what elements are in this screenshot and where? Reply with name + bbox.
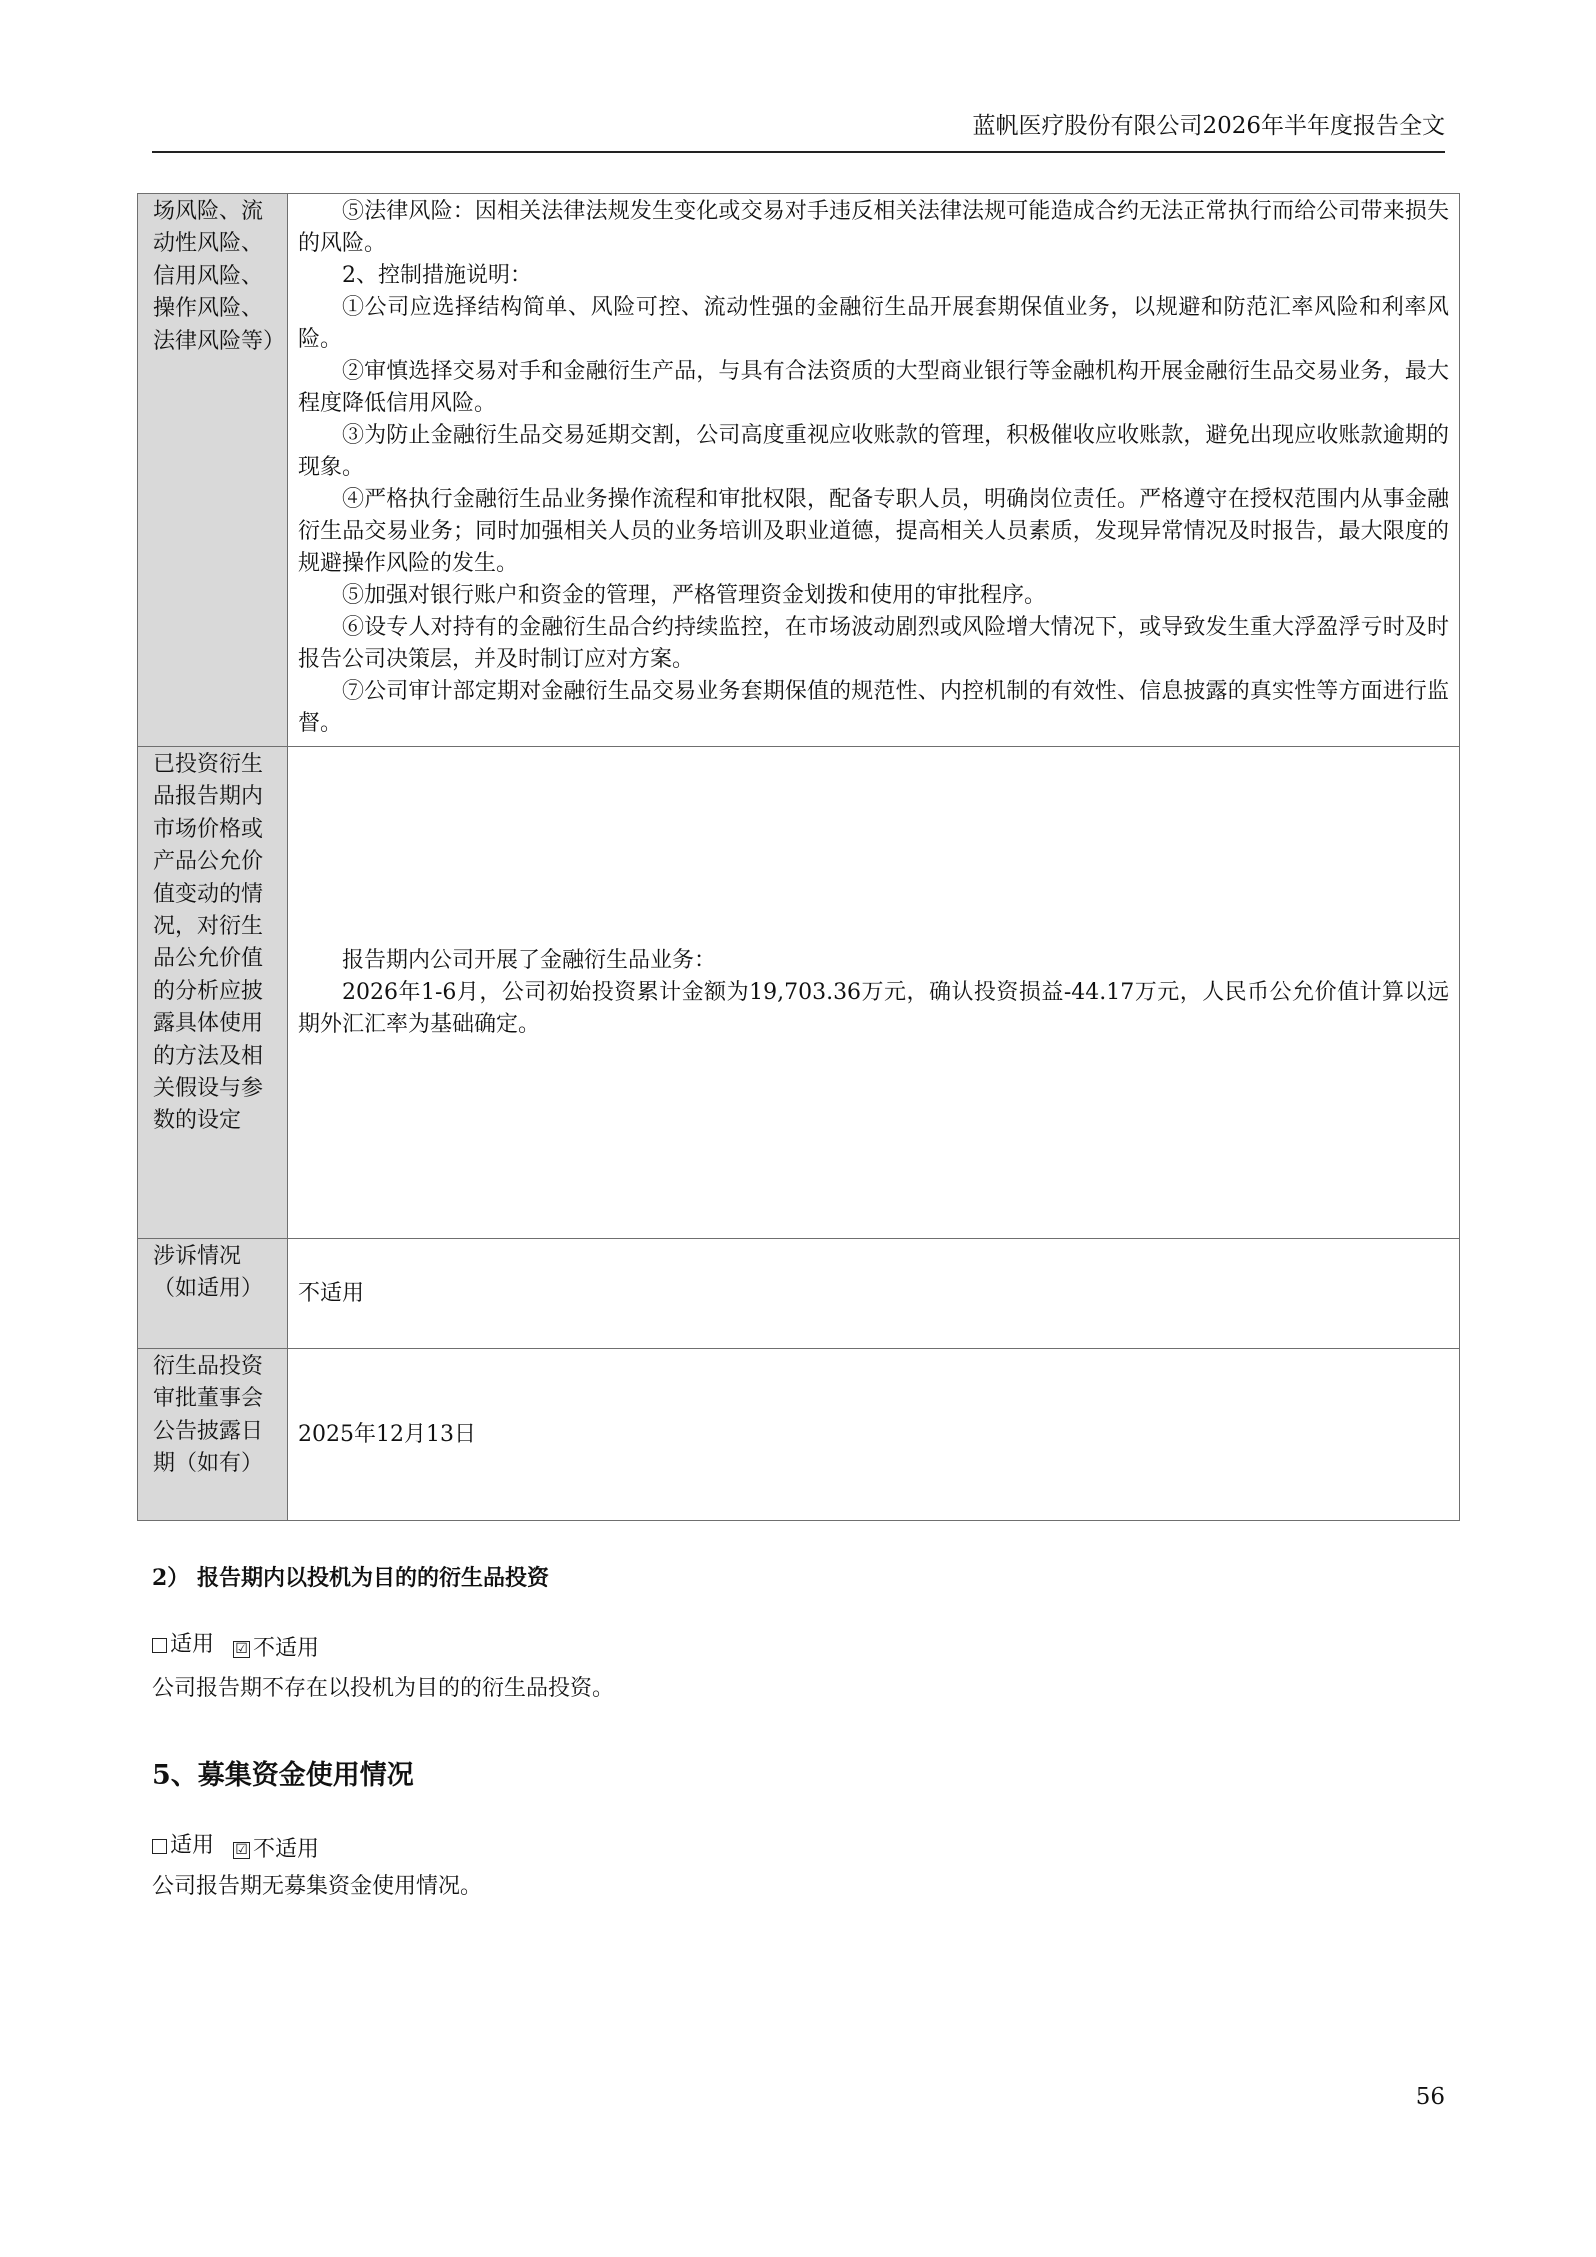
- paragraph: ⑥设专人对持有的金融衍生品合约持续监控，在市场波动剧烈或风险增大情况下，或导致发生重大浮盈浮亏时及时报告公司决策层，并及时制订应对方案。: [298, 615, 1449, 672]
- paragraph: 2、控制措施说明：: [342, 263, 532, 288]
- table-row: [138, 747, 1460, 1239]
- page-header: 蓝帆医疗股份有限公司2026年半年度报告全文: [972, 113, 1445, 139]
- paragraph: ③为防止金融衍生品交易延期交割，公司高度重视应收账款的管理，积极催收应收账款，避免出现应收账款逾期的现象。: [298, 423, 1449, 480]
- row-label: 衍生品投资审批董事会公告披露日期（如有）: [138, 1349, 288, 1521]
- paragraph: ②审慎选择交易对手和金融衍生产品，与具有合法资质的大型商业银行等金融机构开展金融衍生品交易业务，最大程度降低信用风险。: [298, 359, 1449, 416]
- row-content: [288, 747, 1460, 1239]
- row-content: [288, 194, 1460, 747]
- paragraph: 2026年1-6月，公司初始投资累计金额为19,703.36万元，确认投资损益-44.17万元，人民币公允价值计算以远期外汇汇率为基础确定。: [298, 979, 1449, 1037]
- applicability-options: [152, 1629, 319, 1665]
- table-row: [138, 1239, 1460, 1349]
- unchecked-checkbox-icon: [152, 1638, 167, 1653]
- paragraph: ⑤加强对银行账户和资金的管理，严格管理资金划拨和使用的审批程序。: [342, 583, 1047, 608]
- statement-text: 公司报告期无募集资金使用情况。: [152, 1874, 483, 1899]
- paragraph: ⑦公司审计部定期对金融衍生品交易业务套期保值的规范性、内控机制的有效性、信息披露的真实性等方面进行监督。: [298, 679, 1449, 736]
- row-label: 涉诉情况（如适用）: [138, 1239, 288, 1349]
- paragraph: ①公司应选择结构简单、风险可控、流动性强的金融衍生品开展套期保值业务，以规避和防范汇率风险和利率风险。: [298, 295, 1449, 352]
- applicability-options: [152, 1830, 319, 1866]
- unchecked-checkbox-icon: [152, 1839, 167, 1854]
- table-row: [138, 194, 1460, 747]
- row-label: 已投资衍生品报告期内市场价格或产品公允价值变动的情况，对衍生品公允价值的分析应披露具体使用的方法及相关假设与参数的设定: [138, 747, 288, 1239]
- subsection-heading: 2） 报告期内以投机为目的的衍生品投资: [152, 1565, 549, 1591]
- option-applicable-label: 适用: [170, 1632, 215, 1657]
- derivative-disclosure-table: [137, 193, 1460, 1521]
- section-heading: 5、募集资金使用情况: [152, 1760, 414, 1791]
- statement-text: 公司报告期不存在以投机为目的的衍生品投资。: [152, 1676, 615, 1701]
- option-not-applicable-label: 不适用: [253, 1837, 320, 1862]
- paragraph: ④严格执行金融衍生品业务操作流程和审批权限，配备专职人员，明确岗位责任。严格遵守在授权范围内从事金融衍生品交易业务；同时加强相关人员的业务培训及职业道德，提高相关人员素质，发现异常情况及时报告，最大限度的规避操作风险的发生。: [298, 487, 1449, 576]
- row-content: [288, 1239, 1460, 1349]
- table-row: [138, 1349, 1460, 1521]
- checked-checkbox-icon: ☑: [233, 1641, 250, 1658]
- option-not-applicable-label: 不适用: [253, 1636, 320, 1661]
- option-applicable-label: 适用: [170, 1833, 215, 1858]
- paragraph: ⑤法律风险：因相关法律法规发生变化或交易对手违反相关法律法规可能造成合约无法正常执行而给公司带来损失的风险。: [298, 199, 1449, 256]
- row-label: 场风险、流动性风险、信用风险、操作风险、法律风险等）: [138, 194, 288, 747]
- paragraph: 报告期内公司开展了金融衍生品业务：: [342, 947, 717, 973]
- page-number: 56: [1415, 2084, 1445, 2110]
- row-value: 2025年12月13日: [298, 1421, 476, 1447]
- checked-checkbox-icon: ☑: [233, 1842, 250, 1859]
- row-value: 不适用: [298, 1280, 365, 1306]
- row-content: [288, 1349, 1460, 1521]
- header-divider: [152, 151, 1445, 153]
